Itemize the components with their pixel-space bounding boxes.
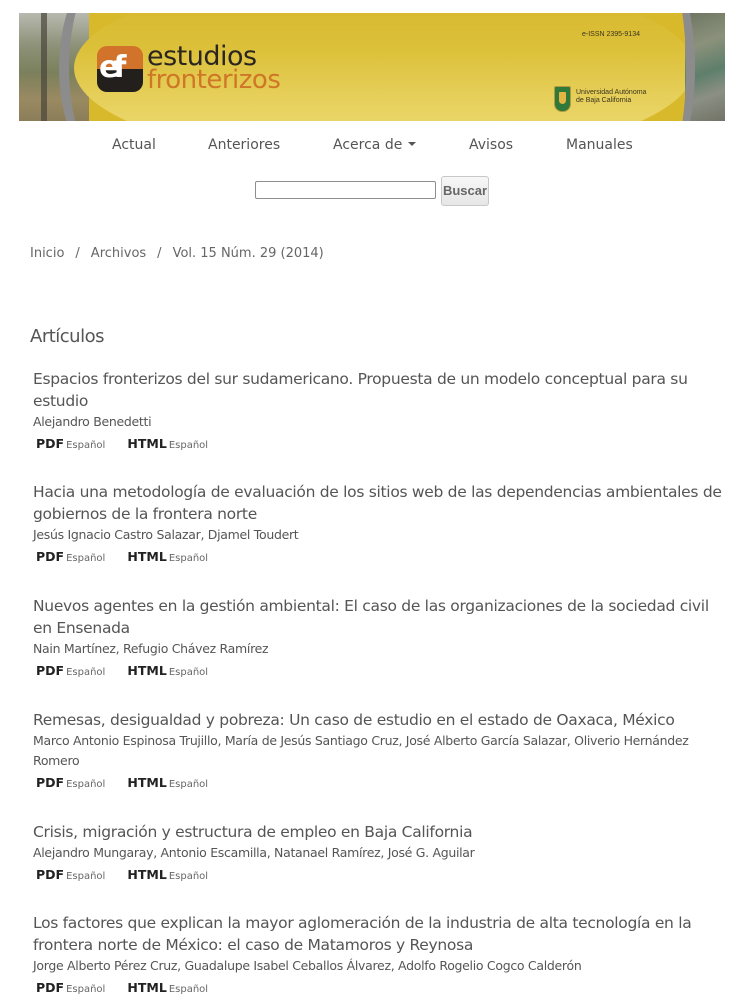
nav-item-label: Manuales [566,137,633,153]
journal-banner[interactable] [19,13,725,121]
article-galleys [33,660,723,678]
galley-format: HTML [127,436,167,451]
nav-item-label: Avisos [469,137,514,153]
galley-format: PDF [36,867,65,882]
nav-item-acerca-de[interactable] [333,137,416,153]
breadcrumb-inicio[interactable]: Inicio [30,246,65,261]
article-authors: Nain Martínez, Refugio Chávez Ramírez [33,641,269,656]
galley-format: HTML [127,549,167,564]
galley-lang: Español [66,871,106,882]
article-item [33,821,723,882]
galley-lang: Español [168,440,209,451]
galley-html-link[interactable] [124,660,208,679]
galley-lang: Español [66,779,106,790]
nav-item-avisos[interactable] [469,137,513,153]
article-galleys [33,772,723,790]
article-title[interactable]: Nuevos agentes en la gestión ambiental: El caso de las organizaciones de la sociedad civil en Ensenada [33,597,709,637]
article-title[interactable]: Remesas, desigualdad y pobreza: Un caso de estudio en el estado de Oaxaca, México [33,711,675,729]
galley-lang: Español [66,553,106,564]
galley-format: HTML [127,775,167,790]
university-name-line1: Universidad Autónoma [576,89,647,96]
article-title[interactable]: Los factores que explican la mayor aglomeración de la industria de alta tecnología en la frontera norte de México: el caso de Matamoros y Reynosa [33,914,692,954]
galley-lang: Español [168,553,209,564]
galley-format: HTML [127,980,167,995]
article-item [33,709,723,790]
galley-format: PDF [36,980,65,995]
nav-item-actual[interactable] [112,137,156,153]
galley-lang: Español [66,440,106,451]
nav-item-label: Anteriores [208,137,281,153]
nav-item-label: Actual [112,137,156,153]
article-title[interactable]: Crisis, migración y estructura de empleo en Baja California [33,823,473,841]
galley-pdf-link[interactable] [33,864,105,883]
galley-html-link[interactable] [124,977,208,996]
issn-label: e-ISSN 2395-9134 [582,31,640,38]
logo-word-estudios: estudios [147,41,257,72]
article-item [33,368,723,451]
logo-mark-icon [97,46,143,92]
university-shield-icon [554,86,571,112]
article-authors: Jesús Ignacio Castro Salazar, Djamel Toudert [33,527,299,542]
article-item [33,595,723,678]
article-item [33,912,723,995]
article-galleys [33,864,723,882]
article-galleys [33,977,723,995]
nav-item-label: Acerca de [333,137,403,153]
galley-lang: Español [66,667,106,678]
galley-html-link[interactable] [124,433,208,452]
galley-format: PDF [36,549,65,564]
breadcrumb-separator: / [75,246,80,261]
article-authors: Marco Antonio Espinosa Trujillo, María de Jesús Santiago Cruz, José Alberto García Salazar, Oliverio Hernández Romero [33,733,689,768]
article-authors: Jorge Alberto Pérez Cruz, Guadalupe Isabel Ceballos Álvarez, Adolfo Rogelio Cogco Calderón [33,958,582,973]
galley-lang: Español [66,984,106,995]
galley-pdf-link[interactable] [33,433,105,452]
caret-down-icon [408,142,416,146]
article-item [33,481,723,564]
article-title[interactable]: Espacios fronterizos del sur sudamericano. Propuesta de un modelo conceptual para su estudio [33,370,688,410]
galley-html-link[interactable] [124,864,208,883]
search-input[interactable] [255,181,436,199]
main-nav [0,137,747,157]
section-title: Artículos [30,326,104,347]
search-button[interactable]: Buscar [441,176,489,206]
galley-lang: Español [168,779,209,790]
galley-lang: Español [168,667,209,678]
university-name-line2: de Baja California [576,97,632,104]
breadcrumb-current: Vol. 15 Núm. 29 (2014) [172,246,324,261]
galley-format: HTML [127,867,167,882]
article-authors: Alejandro Benedetti [33,414,152,429]
galley-html-link[interactable] [124,772,208,791]
logo-mark-glyph: ef [99,50,121,85]
galley-lang: Español [168,984,209,995]
breadcrumb-separator: / [157,246,162,261]
nav-item-anteriores[interactable] [208,137,280,153]
nav-item-manuales[interactable] [566,137,633,153]
article-title[interactable]: Hacia una metodología de evaluación de los sitios web de las dependencias ambientales de gobiernos de la frontera norte [33,483,722,523]
galley-html-link[interactable] [124,546,208,565]
galley-format: PDF [36,436,65,451]
article-authors: Alejandro Mungaray, Antonio Escamilla, Natanael Ramírez, José G. Aguilar [33,845,475,860]
galley-pdf-link[interactable] [33,772,105,791]
galley-format: HTML [127,663,167,678]
galley-format: PDF [36,663,65,678]
galley-lang: Español [168,871,209,882]
galley-pdf-link[interactable] [33,977,105,996]
galley-format: PDF [36,775,65,790]
article-galleys [33,546,723,564]
breadcrumb [30,246,324,261]
breadcrumb-archivos[interactable]: Archivos [90,246,147,261]
article-galleys [33,433,723,451]
logo-word-fronterizos: fronterizos [147,65,281,95]
galley-pdf-link[interactable] [33,660,105,679]
galley-pdf-link[interactable] [33,546,105,565]
